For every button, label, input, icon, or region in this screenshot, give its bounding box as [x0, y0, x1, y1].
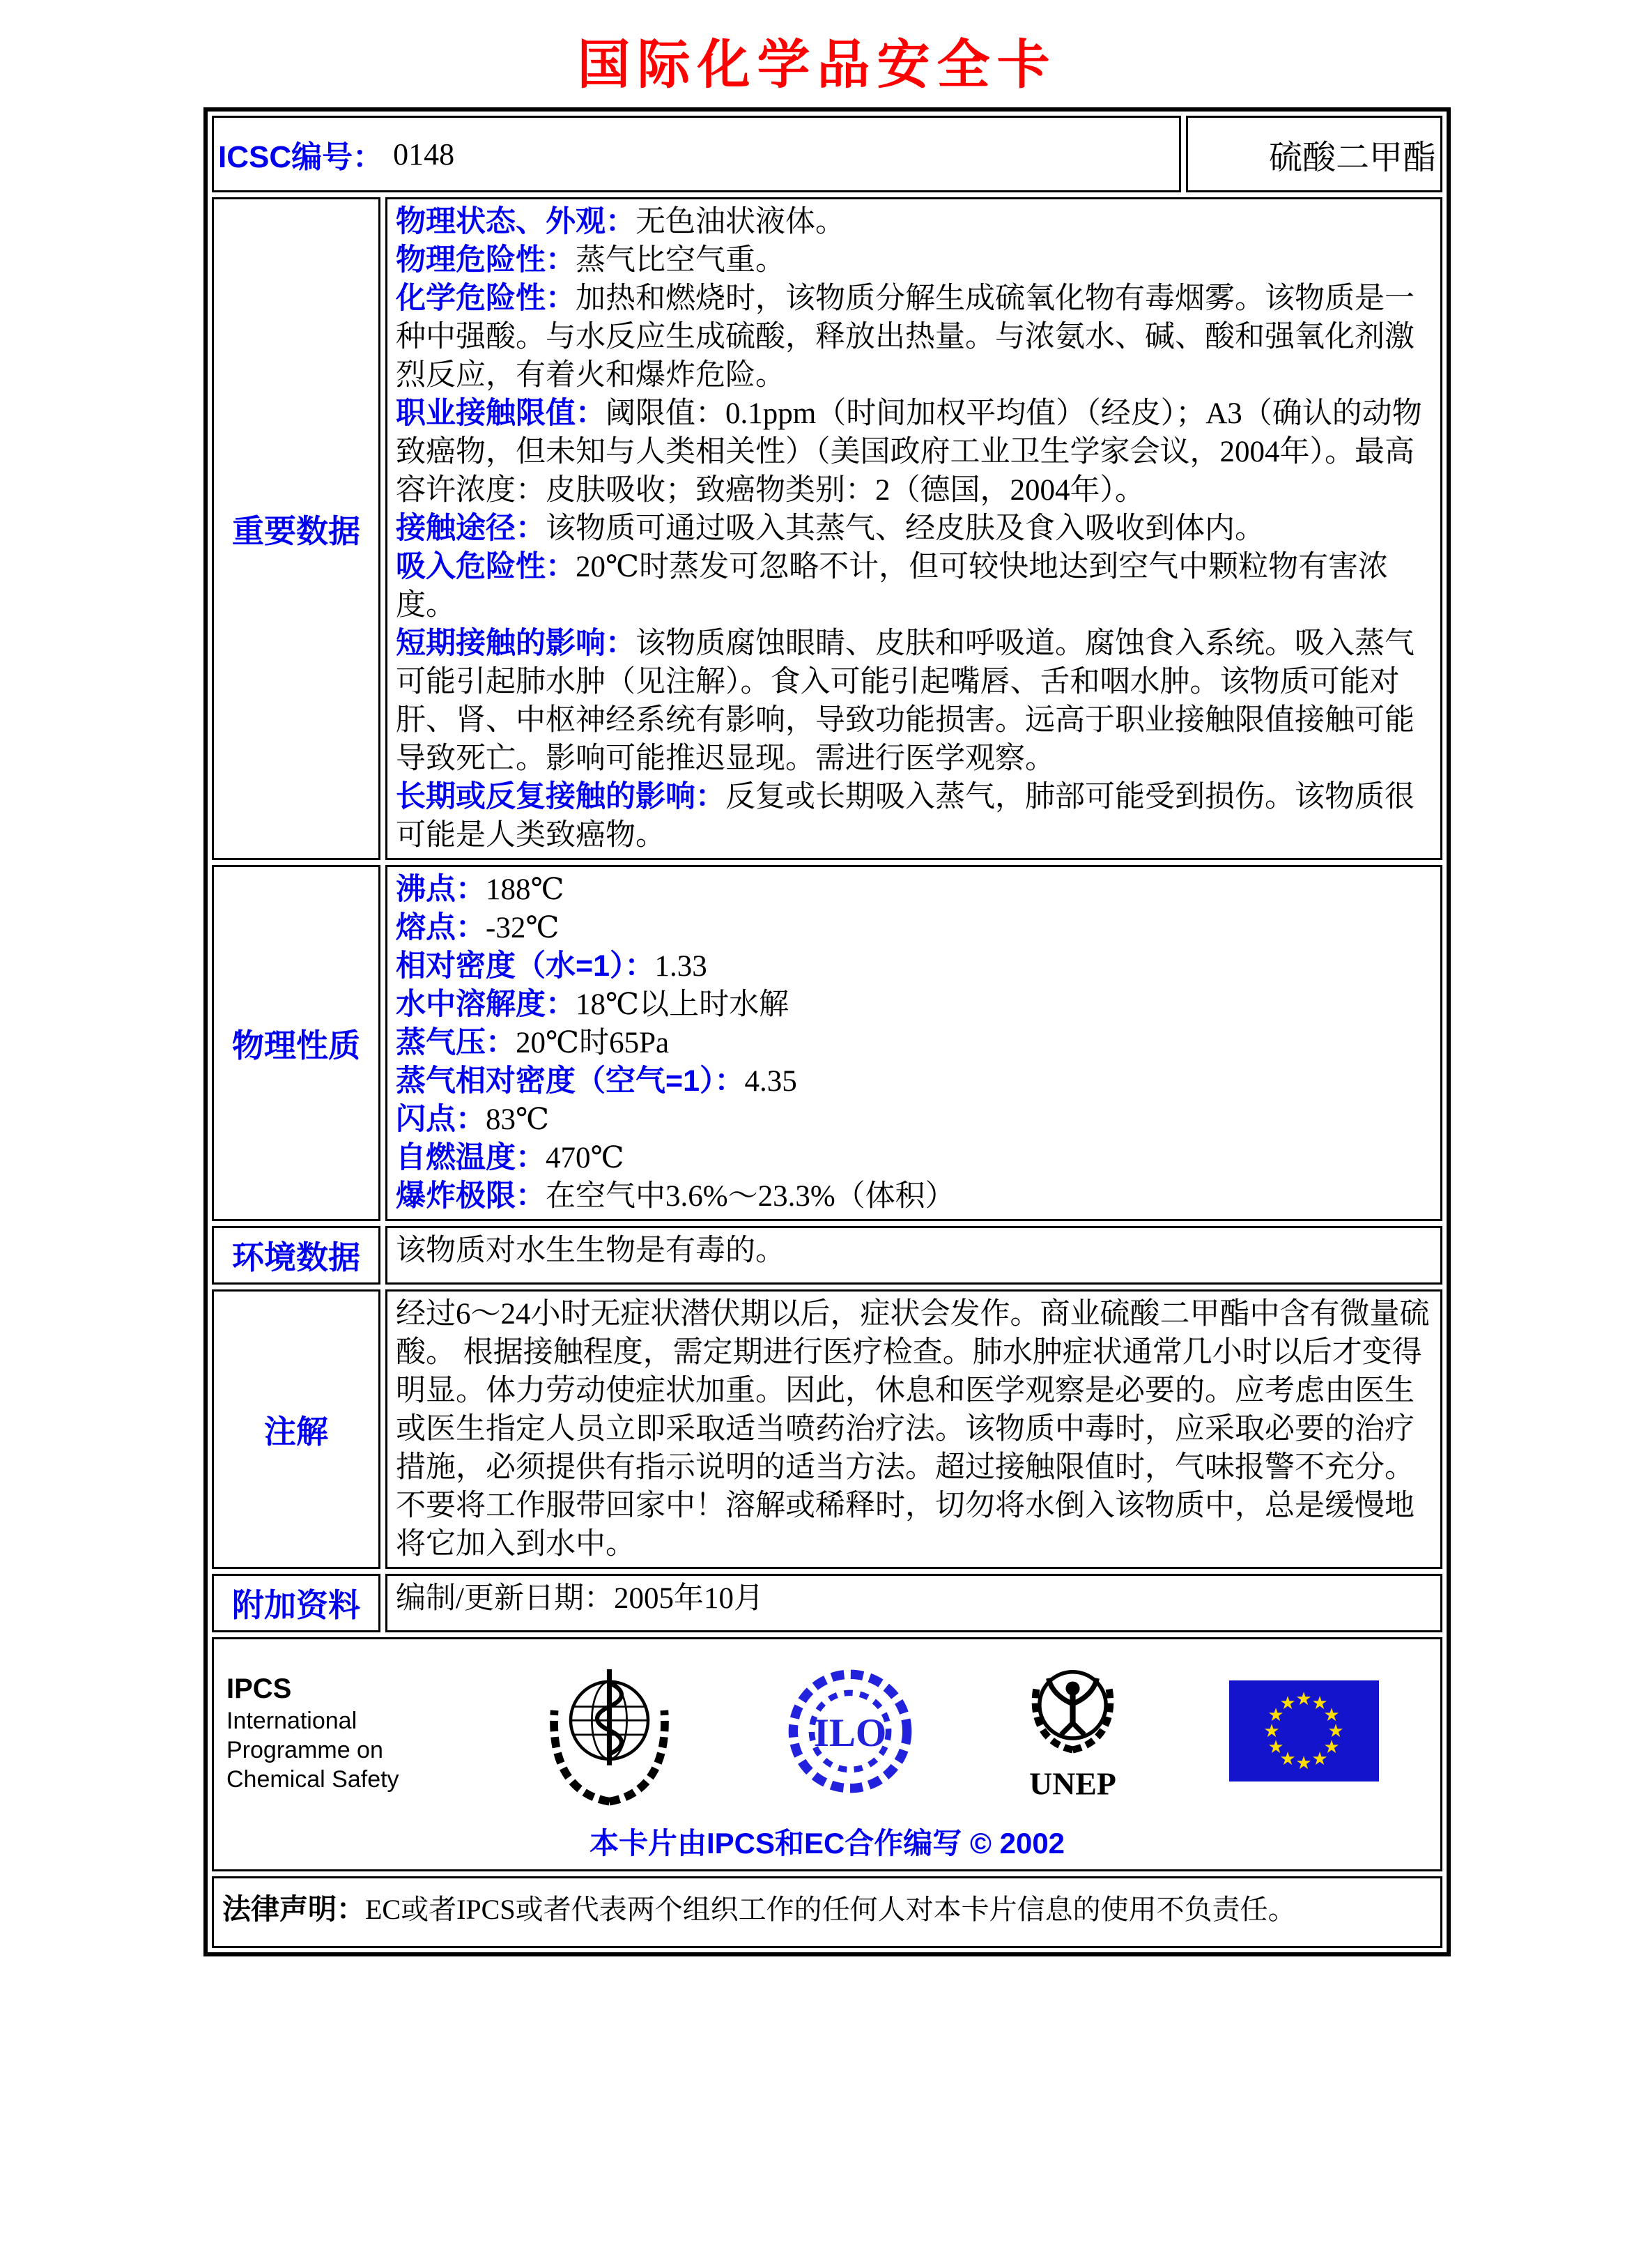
section-label-physical-properties: 物理性质 — [212, 865, 380, 1221]
section-row-important-data — [212, 197, 1442, 860]
ipcs-line: Chemical Safety — [226, 1766, 399, 1793]
data-line — [396, 1024, 1432, 1062]
data-line — [396, 509, 1432, 548]
field-value: 4.35 — [744, 1065, 797, 1098]
data-line — [396, 1101, 1432, 1139]
field-label: 职业接触限值： — [396, 397, 606, 430]
field-label: 熔点： — [396, 911, 486, 944]
data-line — [396, 203, 1432, 241]
icsc-card — [203, 107, 1451, 1956]
data-line — [396, 909, 1432, 947]
data-line — [396, 986, 1432, 1024]
svg-text:★: ★ — [1295, 1689, 1312, 1710]
ipcs-line: International — [226, 1708, 357, 1734]
section-content-notes — [385, 1289, 1442, 1569]
field-value: 1.33 — [654, 950, 707, 983]
icsc-number-cell — [212, 116, 1181, 192]
section-label-environmental-data: 环境数据 — [212, 1226, 380, 1285]
svg-text:★: ★ — [1323, 1737, 1340, 1758]
data-line — [396, 625, 1432, 778]
unep-logo-icon — [1015, 1649, 1130, 1816]
svg-text:★: ★ — [1295, 1753, 1312, 1774]
field-label: 物理状态、外观： — [396, 205, 635, 238]
data-line — [396, 871, 1432, 909]
data-line — [396, 1295, 1432, 1563]
svg-text:★: ★ — [1267, 1705, 1284, 1726]
field-value: 470℃ — [546, 1142, 624, 1174]
field-label: 相对密度（水=1）： — [396, 949, 655, 983]
field-value: 无色油状液体。 — [635, 206, 845, 238]
field-value: 188℃ — [486, 873, 564, 906]
data-line — [396, 548, 1432, 625]
field-label: 沸点： — [396, 873, 486, 906]
footer-logos-cell — [212, 1637, 1442, 1871]
data-line — [396, 1139, 1432, 1177]
field-value: 该物质可通过吸入其蒸气、经皮肤及食入吸收到体内。 — [546, 512, 1265, 545]
field-label: 闪点： — [396, 1103, 486, 1136]
field-value: 反复或长期吸入蒸气，肺部可能受到损伤。该物质很可能是人类致癌物。 — [396, 781, 1415, 852]
field-value: 83℃ — [486, 1103, 550, 1136]
page-title: 国际化学品安全卡 — [577, 36, 1057, 95]
section-label-notes: 注解 — [212, 1289, 380, 1569]
caption-text: 本卡片由IPCS和EC合作编写 — [589, 1827, 962, 1860]
field-value: 18℃以上时水解 — [576, 988, 789, 1021]
field-value: 该物质对水生生物是有毒的。 — [396, 1234, 785, 1267]
footer-caption — [226, 1821, 1428, 1862]
section-label-important-data: 重要数据 — [212, 197, 380, 860]
caption-copyright: © 2002 — [969, 1827, 1065, 1860]
field-label: 爆炸极限： — [396, 1179, 546, 1213]
field-label: 长期或反复接触的影响： — [396, 780, 725, 813]
ilo-letters: ILO — [813, 1710, 886, 1755]
field-label: 化学危险性： — [396, 282, 576, 315]
field-value: 经过6～24小时无症状潜伏期以后，症状会发作。商业硫酸二甲酯中含有微量硫酸。 根据接触程度，需定期进行医疗检查。肺水肿症状通常几小时以后才变得明显。体力劳动使症状加重。因此，休息和医学观察是必要的。应考虑由医生或医生指定人员立即采取适当喷药治疗法。该物质中毒时，应采取必要的治疗措施，必须提供有指示说明的适当方法。超过接触限值时，气味报警不充分。不要将工作服带回家中！溶解或稀释时，切勿将水倒入该物质中，总是缓慢地将它加入到水中。 — [396, 1298, 1430, 1561]
section-content-additional-info — [385, 1574, 1442, 1632]
field-value: 20℃时65Pa — [516, 1027, 670, 1059]
svg-text:★: ★ — [1327, 1721, 1344, 1742]
field-value: 该物质腐蚀眼睛、皮肤和呼吸道。腐蚀食入系统。吸入蒸气可能引起肺水肿（见注解）。食入可能引起嘴唇、舌和咽水肿。该物质可能对肝、肾、中枢神经系统有影响，导致功能损害。远高于职业接触限值接触可能导致死亡。影响可能推迟显现。需进行医学观察。 — [396, 627, 1415, 775]
footer-logos-row — [212, 1637, 1442, 1871]
data-line — [396, 947, 1432, 986]
field-value: 加热和燃烧时，该物质分解生成硫氧化物有毒烟雾。该物质是一种中强酸。与水反应生成硫酸，释放出热量。与浓氨水、碱、酸和强氧化剂激烈反应，有着火和爆炸危险。 — [396, 282, 1415, 392]
svg-text:★: ★ — [1279, 1749, 1296, 1770]
field-label: 自燃温度： — [396, 1141, 546, 1174]
data-line — [396, 279, 1432, 394]
data-line — [396, 1062, 1432, 1101]
field-label: 接触途径： — [396, 512, 546, 545]
field-value: -32℃ — [486, 912, 560, 944]
ipcs-abbr: IPCS — [226, 1673, 292, 1704]
section-content-physical-properties — [385, 865, 1442, 1221]
svg-text:★: ★ — [1267, 1737, 1284, 1758]
section-row-physical-properties — [212, 865, 1442, 1221]
ipcs-text-block — [226, 1671, 436, 1794]
data-line — [396, 1579, 1432, 1618]
section-content-important-data — [385, 197, 1442, 860]
icsc-number-value: 0148 — [393, 137, 455, 171]
chemical-name-cell — [1186, 116, 1442, 192]
data-line — [396, 241, 1432, 279]
who-logo-icon — [534, 1649, 684, 1816]
ilo-logo-icon — [784, 1665, 916, 1801]
section-row-environmental-data — [212, 1226, 1442, 1285]
field-value: 蒸气比空气重。 — [576, 244, 785, 277]
legal-label: 法律声明： — [222, 1893, 365, 1925]
section-content-environmental-data — [385, 1226, 1442, 1285]
field-value: 20℃时蒸发可忽略不计，但可较快地达到空气中颗粒物有害浓度。 — [396, 551, 1389, 622]
unep-letters: UNEP — [1028, 1765, 1116, 1802]
section-row-notes — [212, 1289, 1442, 1569]
legal-text: EC或者IPCS或者代表两个组织工作的任何人对本卡片信息的使用不负责任。 — [365, 1894, 1296, 1925]
svg-text:★: ★ — [1263, 1721, 1280, 1742]
field-value: 在空气中3.6%～23.3%（体积） — [546, 1180, 955, 1213]
field-value: 编制/更新日期：2005年10月 — [396, 1582, 764, 1615]
svg-text:★: ★ — [1311, 1693, 1328, 1714]
section-row-additional-info — [212, 1574, 1442, 1632]
field-label: 短期接触的影响： — [396, 627, 635, 660]
eu-flag-icon — [1229, 1680, 1379, 1785]
data-line — [396, 394, 1432, 509]
svg-text:★: ★ — [1311, 1749, 1328, 1770]
data-line — [396, 778, 1432, 855]
icsc-number-label: ICSC编号： — [218, 140, 384, 174]
field-label: 水中溶解度： — [396, 988, 576, 1021]
field-label: 吸入危险性： — [396, 550, 576, 583]
field-label: 物理危险性： — [396, 243, 576, 277]
svg-text:★: ★ — [1323, 1705, 1340, 1726]
field-label: 蒸气压： — [396, 1026, 516, 1059]
ipcs-line: Programme on — [226, 1737, 383, 1763]
data-line — [396, 1177, 1432, 1216]
field-label: 蒸气相对密度（空气=1）： — [396, 1064, 745, 1098]
header-row — [212, 116, 1442, 192]
chemical-name: 硫酸二甲酯 — [1268, 139, 1436, 176]
section-label-additional-info: 附加资料 — [212, 1574, 380, 1632]
data-line — [396, 1232, 1432, 1270]
field-value: 阈限值：0.1ppm（时间加权平均值）（经皮）；A3（确认的动物致癌物，但未知与人类相关性）（美国政府工业卫生学家会议，2004年）。最高容许浓度：皮肤吸收；致癌物类别：2（德国，2004年）。 — [396, 397, 1422, 507]
svg-text:★: ★ — [1279, 1693, 1296, 1714]
legal-cell — [212, 1876, 1442, 1948]
legal-row — [212, 1876, 1442, 1948]
